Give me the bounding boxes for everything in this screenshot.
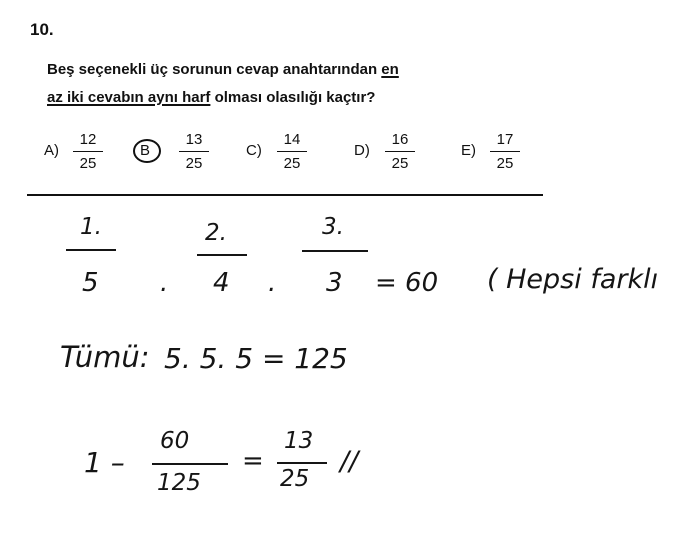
factor-2: 4 [213, 268, 230, 298]
factor-3: 3 [326, 268, 343, 298]
fraction-numerator: 17 [496, 131, 514, 148]
option-letter: D) [354, 142, 370, 159]
option-fraction [276, 130, 308, 173]
slot-header-2: 2. [205, 220, 227, 246]
multiply-dot: . [160, 268, 169, 298]
slot-header-1: 1. [80, 214, 102, 240]
product-result: = 60 [375, 268, 439, 298]
total-expression: 5. 5. 5 = 125 [164, 342, 348, 375]
final-fraction-den: 125 [157, 470, 201, 496]
fraction-numerator: 14 [283, 131, 301, 148]
result-den: 25 [280, 466, 310, 492]
option-letter: C) [246, 142, 262, 159]
question-underlined-phrase: az iki cevabın aynı harf [47, 89, 211, 106]
option-letter: A) [44, 142, 59, 159]
final-fraction-bar [152, 463, 228, 465]
option-fraction [72, 130, 104, 173]
multiply-dot: . [268, 268, 277, 298]
final-check-mark: // [340, 446, 359, 477]
slot-underline-2 [197, 254, 247, 256]
option-fraction [384, 130, 416, 173]
final-one-minus: 1 – [84, 446, 125, 479]
fraction-denominator: 25 [496, 155, 514, 172]
factor-1: 5 [82, 268, 99, 298]
question-text-line-1 [47, 61, 399, 78]
question-number: 10. [30, 20, 54, 39]
note-all-different: ( Hepsi farklı [487, 264, 659, 295]
question-underlined-word: en [381, 61, 399, 78]
option-fraction [489, 130, 521, 173]
question-text-part: Beş seçenekli üç sorunun cevap anahtarından [47, 61, 382, 78]
question-text-part: olması olasılığı kaçtır? [210, 89, 376, 106]
option-letter: E) [461, 142, 476, 159]
fraction-bar [385, 151, 415, 152]
section-divider [27, 194, 543, 196]
fraction-bar [490, 151, 520, 152]
fraction-numerator: 16 [391, 131, 409, 148]
fraction-denominator: 25 [185, 155, 203, 172]
final-fraction-num: 60 [160, 428, 190, 454]
option-letter: B [140, 142, 151, 159]
slot-underline-1 [66, 249, 116, 251]
slot-header-3: 3. [322, 214, 344, 240]
slot-underline-3 [302, 250, 368, 252]
final-equals: = [242, 446, 264, 476]
fraction-denominator: 25 [283, 155, 301, 172]
fraction-bar [73, 151, 103, 152]
fraction-numerator: 12 [79, 131, 97, 148]
result-num: 13 [284, 428, 314, 454]
fraction-denominator: 25 [79, 155, 97, 172]
total-label: Tümü: [60, 340, 150, 374]
fraction-numerator: 13 [185, 131, 203, 148]
fraction-denominator: 25 [391, 155, 409, 172]
fraction-bar [179, 151, 209, 152]
fraction-bar [277, 151, 307, 152]
question-text-line-2 [47, 89, 375, 106]
option-fraction [178, 130, 210, 173]
result-fraction-bar [277, 462, 327, 464]
